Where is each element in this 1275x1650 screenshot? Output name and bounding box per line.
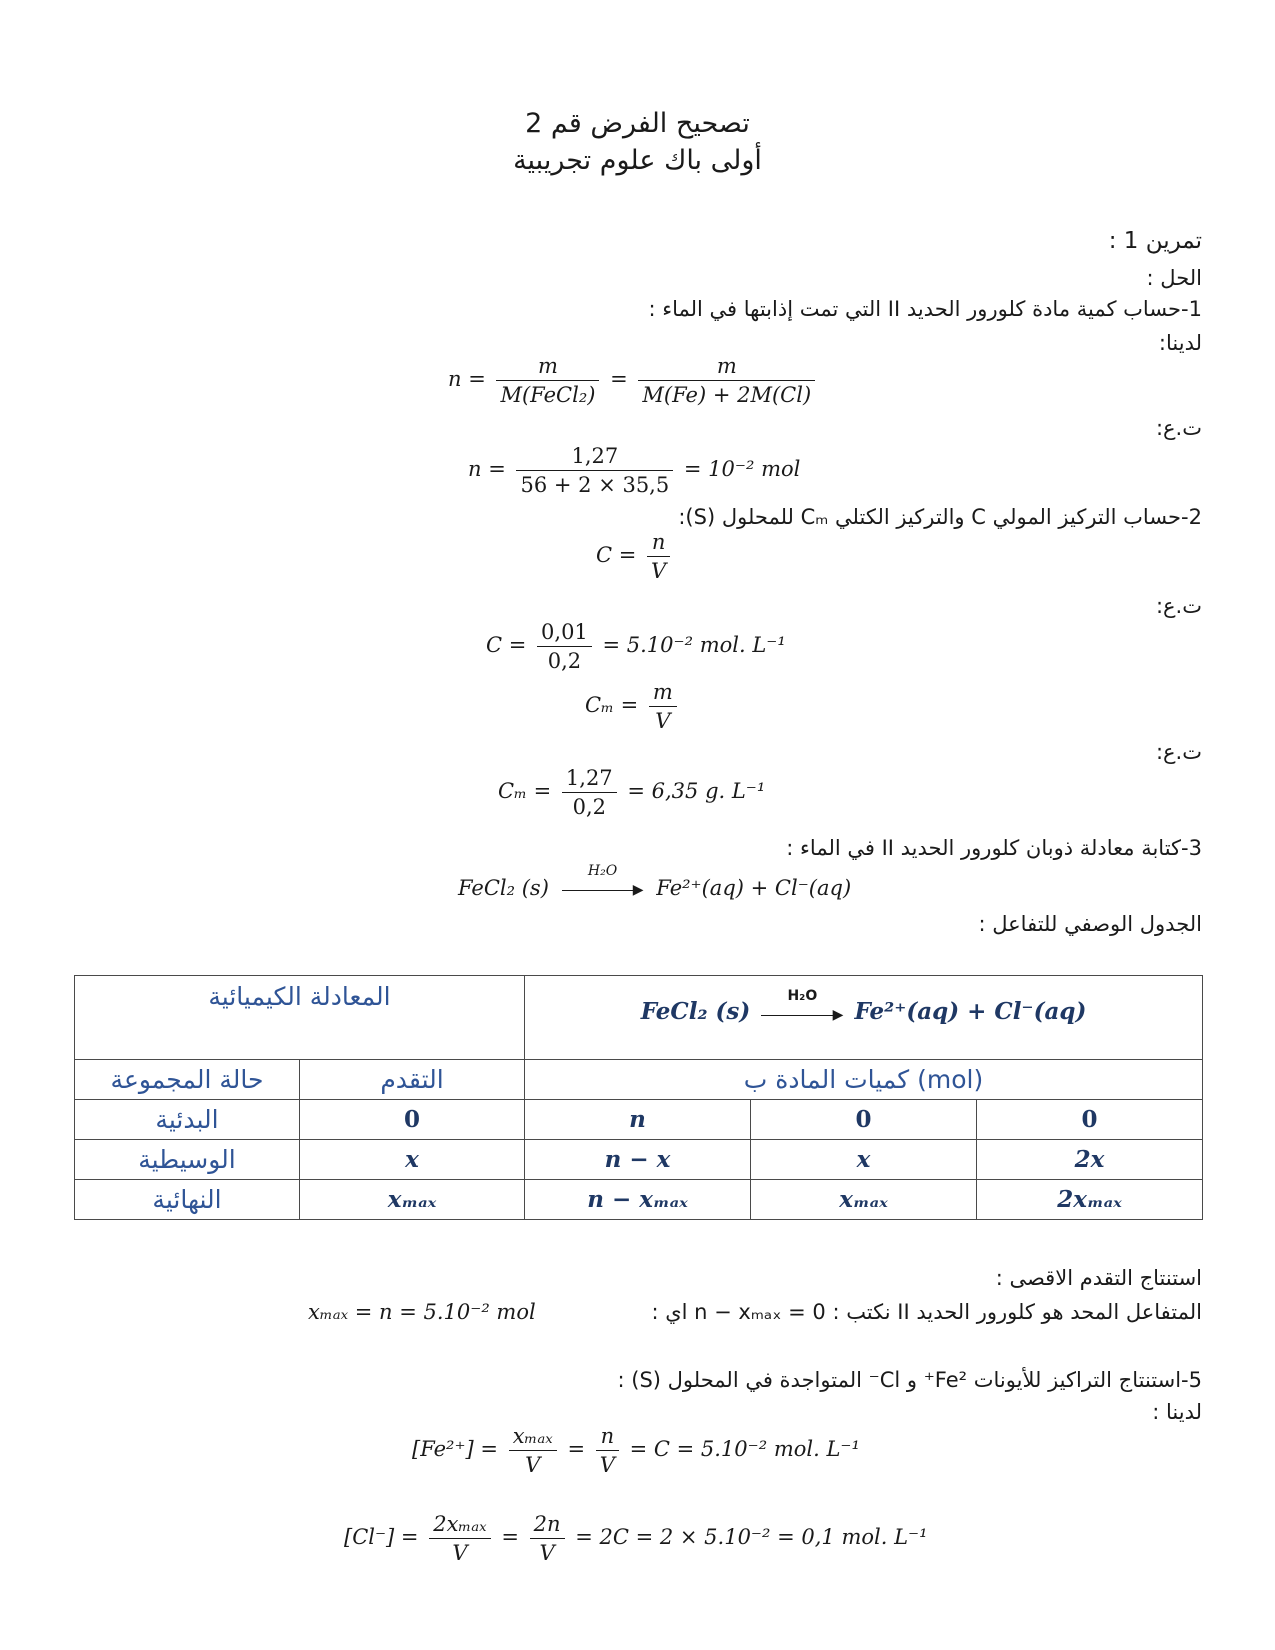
equation-cm-numeric (498, 766, 765, 819)
page-subtitle: أولى باك علوم تجريبية (513, 145, 762, 176)
eq-equals: = (567, 1437, 586, 1461)
equation-n-numeric (468, 444, 800, 497)
fraction-n-over-v (596, 1424, 619, 1477)
frac-top: xₘₐₓ (509, 1424, 557, 1451)
reaction-arrow-icon: H₂O ▶ (562, 885, 644, 895)
eq-cl-lhs: [Cl⁻] = (344, 1525, 419, 1549)
frac-top: 0,01 (537, 620, 592, 647)
table-row (75, 1180, 1203, 1220)
frac-bottom: V (452, 1541, 468, 1565)
frac-bottom: V (655, 709, 671, 733)
fecl2-intermediate: n − x (604, 1146, 671, 1173)
eq-c2-lhs: C = (486, 633, 527, 657)
frac-bottom: 56 + 2 × 35,5 (520, 473, 670, 497)
state-final: النهائية (152, 1185, 222, 1214)
fraction-m-over-v (649, 680, 677, 733)
eq-equals: = (610, 367, 628, 391)
equation-cell (525, 976, 1203, 1060)
eq-cm-lhs: Cₘ = (585, 693, 639, 717)
equation-label-cell (75, 976, 525, 1060)
advance-intermediate: x (405, 1146, 419, 1173)
fe-final: xₘₐₓ (839, 1186, 888, 1213)
equation-c-formula (596, 530, 674, 583)
fe-initial: 0 (855, 1106, 872, 1133)
frac-bottom: 0,2 (547, 649, 582, 673)
state-header-cell (75, 1060, 300, 1100)
advance-header: التقدم (380, 1065, 444, 1094)
eq-c-lhs: C = (596, 543, 637, 567)
advance-final: xₘₐₓ (387, 1186, 437, 1213)
equation-cl-concentration (344, 1512, 928, 1565)
equation-cm-formula (585, 680, 681, 733)
fraction-numeric-cm (562, 766, 617, 819)
frac-top: 1,27 (562, 766, 617, 793)
table-row (75, 1140, 1203, 1180)
table-caption: الجدول الوصفي للتفاعل : (978, 912, 1202, 936)
fe-intermediate: x (856, 1146, 871, 1173)
fraction-m-over-sum (638, 354, 815, 407)
fecl2-final: n − xₘₐₓ (587, 1186, 688, 1213)
eq-n-lhs: n = (448, 367, 486, 391)
quantities-header: كميات المادة ب (mol) (743, 1065, 984, 1094)
question-2: 2-حساب التركيز المولي C والتركيز الكتلي Cₘ للمحلول (S): (678, 505, 1202, 529)
question-3: 3-كتابة معادلة ذوبان كلورور الحديد II في الماء : (786, 836, 1202, 860)
frac-top: m (649, 680, 677, 707)
frac-top: 2xₘₐₓ (429, 1512, 490, 1539)
fraction-2n-over-v (530, 1512, 565, 1565)
table-row (75, 976, 1203, 1060)
table-row (75, 1060, 1203, 1100)
frac-bottom: 0,2 (572, 795, 606, 819)
deduce-xmax-text: المتفاعل المحد هو كلورور الحديد II نكتب : n − xₘₐₓ = 0 اي : (651, 1300, 1202, 1324)
dissolution-equation (458, 862, 852, 900)
advancement-table (74, 975, 1203, 1220)
frac-top: n (596, 1424, 619, 1451)
cl-intermediate: 2x (1074, 1146, 1105, 1173)
equation-c-numeric (486, 620, 786, 673)
advance-initial: 0 (404, 1106, 421, 1133)
frac-top: m (496, 354, 599, 381)
frac-bottom: M(Fe) + 2M(Cl) (642, 383, 812, 407)
eq-cm2-lhs: Cₘ = (498, 779, 552, 803)
state-header: حالة المجموعة (110, 1065, 264, 1094)
frac-top: 1,27 (516, 444, 673, 471)
equation-n-molar (448, 354, 819, 407)
frac-bottom: V (525, 1453, 541, 1477)
table-row (75, 1100, 1203, 1140)
fraction-numeric-c (537, 620, 592, 673)
table-reaction-arrow-icon: H₂O ▶ (761, 1010, 843, 1020)
reactant: FeCl₂ (s) (458, 876, 549, 900)
fraction-numeric-n (516, 444, 673, 497)
arrow-label: H₂O (587, 862, 618, 879)
we-have-label: لدينا: (1158, 331, 1202, 355)
eq-cl-rhs: = 2C = 2 × 5.10⁻² = 0,1 mol. L⁻¹ (575, 1525, 928, 1549)
eq-fe-lhs: [Fe²⁺] = (412, 1437, 499, 1461)
deduce-xmax-result: xₘₐₓ = n = 5.10⁻² mol (308, 1300, 536, 1324)
quantities-header-cell (525, 1060, 1203, 1100)
cl-final: 2xₘₐₓ (1057, 1186, 1122, 1213)
exercise-heading: تمرين 1 : (1108, 228, 1202, 254)
numeric-application-label: ت.ع: (1155, 594, 1202, 618)
cl-initial: 0 (1081, 1106, 1098, 1133)
arrow-label: H₂O (787, 987, 818, 1004)
products: Fe²⁺(aq) + Cl⁻(aq) (656, 876, 852, 900)
eq-fe-rhs: = C = 5.10⁻² mol. L⁻¹ (629, 1437, 860, 1461)
advance-header-cell (300, 1060, 525, 1100)
page-title: تصحيح الفرض قم 2 (525, 108, 750, 139)
fraction-m-over-mfecl2 (496, 354, 599, 407)
eq-cm2-rhs: = 6,35 g. L⁻¹ (627, 779, 766, 803)
frac-top: 2n (530, 1512, 565, 1539)
we-have-label-2: لدينا : (1152, 1400, 1202, 1424)
eq-c2-rhs: = 5.10⁻² mol. L⁻¹ (602, 633, 786, 657)
frac-top: m (638, 354, 815, 381)
solution-label: الحل : (1146, 266, 1202, 290)
eq-n2-rhs: = 10⁻² mol (683, 457, 801, 481)
frac-bottom: V (651, 559, 667, 583)
fraction-xmax-over-v (509, 1424, 557, 1477)
fecl2-initial: n (629, 1106, 646, 1133)
deduce-xmax-title: استنتاج التقدم الاقصى : (995, 1266, 1202, 1290)
state-initial: البدئية (155, 1105, 219, 1134)
fraction-2xmax-over-v (429, 1512, 490, 1565)
equation-fe-concentration (412, 1424, 860, 1477)
question-5: 5-استنتاج التراكيز للأيونات Fe²⁺ و Cl⁻ المتواجدة في المحلول (S) : (617, 1368, 1202, 1392)
frac-bottom: M(FeCl₂) (500, 383, 596, 407)
frac-bottom: V (599, 1453, 615, 1477)
fraction-n-over-v (647, 530, 670, 583)
equation-label: المعادلة الكيميائية (208, 982, 391, 1011)
numeric-application-label: ت.ع: (1155, 416, 1202, 440)
eq-equals: = (501, 1525, 519, 1549)
eq-n2-lhs: n = (468, 457, 506, 481)
frac-top: n (647, 530, 670, 557)
state-intermediate: الوسيطية (138, 1145, 236, 1174)
table-products: Fe²⁺(aq) + Cl⁻(aq) (854, 998, 1087, 1025)
table-reactant: FeCl₂ (s) (640, 998, 751, 1025)
frac-bottom: V (539, 1541, 555, 1565)
numeric-application-label: ت.ع: (1155, 740, 1202, 764)
question-1: 1-حساب كمية مادة كلورور الحديد II التي تمت إذابتها في الماء : (648, 297, 1202, 321)
